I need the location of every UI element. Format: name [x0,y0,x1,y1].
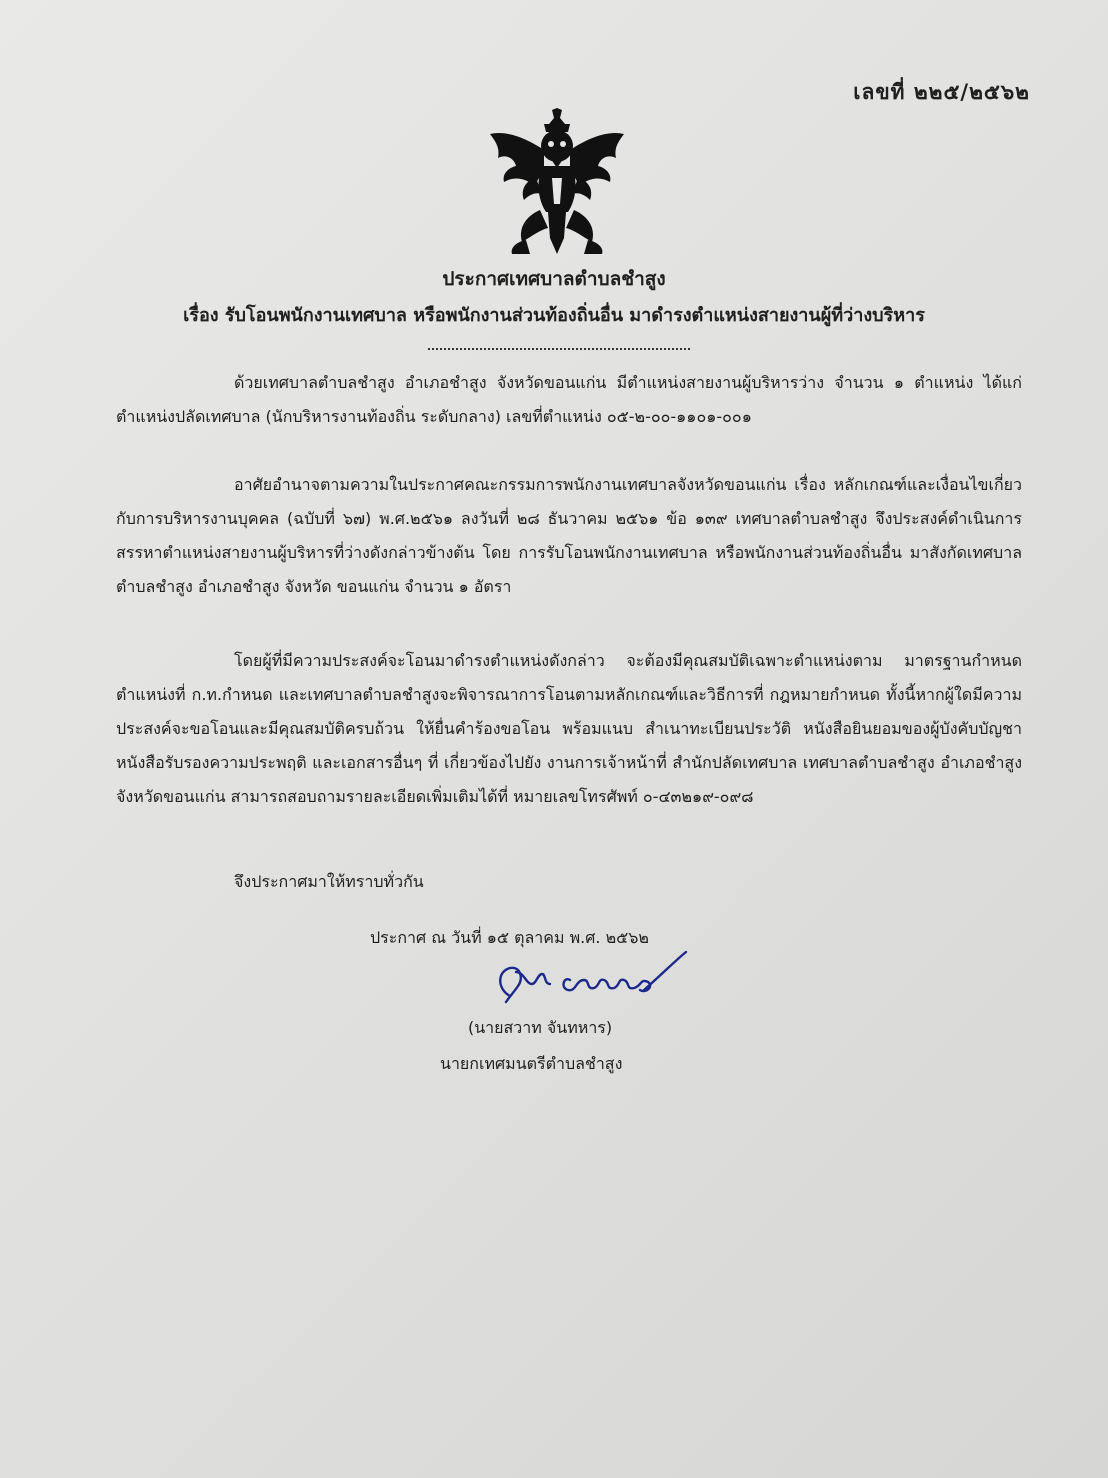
paragraph-1-text: ด้วยเทศบาลตำบลชำสูง อำเภอชำสูง จังหวัดขอนแก่น มีตำแหน่งสายงานผู้บริหารว่าง จำนวน ๑ ตำแหน่ง ได้แก่ ตำแหน่งปลัดเทศบาล (นักบริหารงานท้องถิ่น ระดับกลาง) เลขที่ตำแหน่ง ๐๕-๒-๐๐-๑๑๐๑-๐๐๑ [116,373,1022,426]
body-paragraph-1 [116,366,1022,434]
announcement-date: ประกาศ ณ วันที่ ๑๕ ตุลาคม พ.ศ. ๒๕๖๒ [370,928,649,947]
paragraph-3-text: โดยผู้ที่มีความประสงค์จะโอนมาดำรงตำแหน่งดังกล่าว จะต้องมีคุณสมบัติเฉพาะตำแหน่งตาม มาตรฐานกำหนดตำแหน่งที่ ก.ท.กำหนด และเทศบาลตำบลชำสูงจะพิจารณาการโอนตามหลักเกณฑ์และวิธีการที่ กฎหมายกำหนด ทั้งนี้หากผู้ใดมีความประสงค์จะขอโอนและมีคุณสมบัติครบถ้วน ให้ยื่นคำร้องขอโอน พร้อมแนบ สำเนาทะเบียนประวัติ หนังสือยินยอมของผู้บังคับบัญชา หนังสือรับรองความประพฤติ และเอกสารอื่นๆ ที่ เกี่ยวข้องไปยัง งานการเจ้าหน้าที่ สำนักปลัดเทศบาล เทศบาลตำบลชำสูง อำเภอชำสูง จังหวัดขอนแก่น สามารถสอบถามรายละเอียดเพิ่มเติมได้ที่ หมายเลขโทรศัพท์ ๐-๔๓๒๑๙-๐๙๘ [116,651,1023,806]
closing-statement: จึงประกาศมาให้ทราบทั่วกัน [234,872,424,891]
document-number: เลขที่ ๒๒๕/๒๕๖๒ [853,80,1030,104]
signer-name: (นายสวาท จันทหาร) [468,1018,613,1037]
dotted-divider [428,348,690,350]
paragraph-2-text: อาศัยอำนาจตามความในประกาศคณะกรรมการพนักงานเทศบาลจังหวัดขอนแก่น เรื่อง หลักเกณฑ์และเงื่อนไขเกี่ยวกับการบริหารงานบุคคล (ฉบับที่ ๖๗) พ.ศ.๒๕๖๑ ลงวันที่ ๒๘ ธันวาคม ๒๕๖๑ ข้อ ๑๓๙ เทศบาลตำบลชำสูง จึงประสงค์ดำเนินการสรรหาตำแหน่งสายงานผู้บริหารที่ว่างดังกล่าวข้างต้น โดย การรับโอนพนักงานเทศบาล หรือพนักงานส่วนท้องถิ่นอื่น มาสังกัดเทศบาลตำบลชำสูง อำเภอชำสูง จังหวัด ขอนแก่น จำนวน ๑ อัตรา [116,475,1022,596]
garuda-emblem-icon [486,108,628,254]
signer-title: นายกเทศมนตรีตำบลชำสูง [440,1054,623,1073]
body-paragraph-3 [116,644,1022,814]
body-paragraph-2 [116,468,1022,604]
announcement-title: ประกาศเทศบาลตำบลชำสูง [442,268,666,290]
announcement-subject: เรื่อง รับโอนพนักงานเทศบาล หรือพนักงานส่วนท้องถิ่นอื่น มาดำรงตำแหน่งสายงานผู้ที่ว่างบริหาร [183,305,925,326]
